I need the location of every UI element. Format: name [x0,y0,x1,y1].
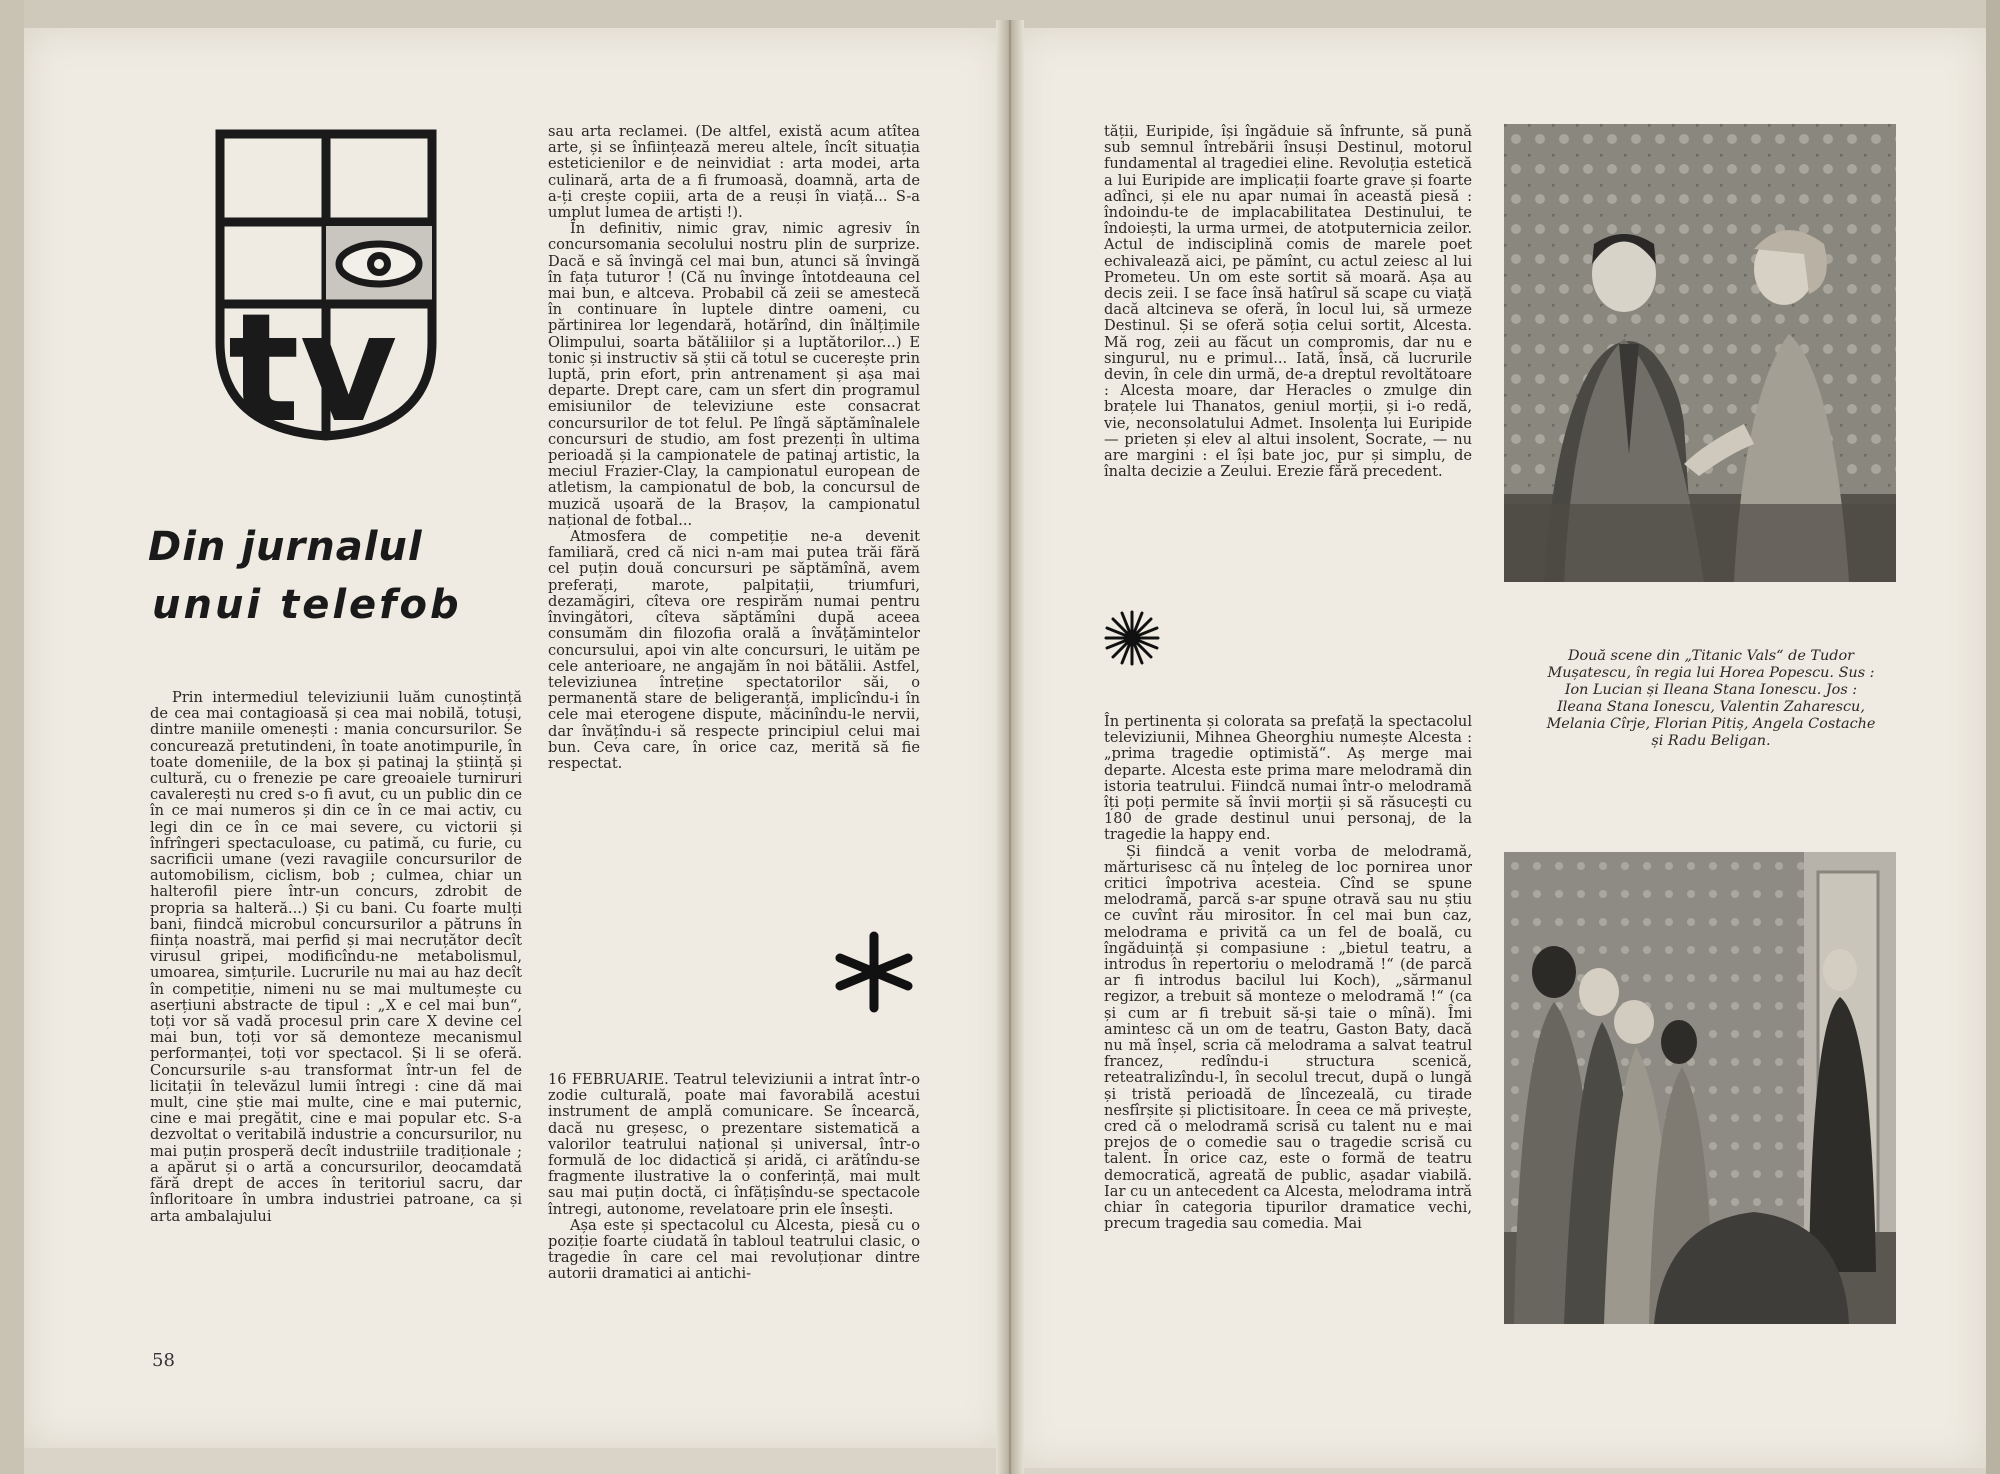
paragraph: În definitiv, nimic grav, nimic agresiv în concursomania secolului nostru plin de surprize. Dacă e să învingă cel mai bun, atunci să învingă în fața tuturor ! (Că nu învinge întotdeauna cel mai bun, e altceva. Probabil că zeii se amestecă în continuare în luptele dintre oameni, cu părtinirea lor legendară, hotărînd, din înălțimile Olimpului, soarta bătăliilor și a luptătorilor...) E tonic și instructiv să știi că totul se cucerește prin luptă, prin efort, prin antrenament și așa mai departe. Drept care, cam un sfert din programul emisiunilor de televiziune este consacrat concursurilor de tot felul. Pe lîngă săptămînalele concursuri de studio, am fost prezenți în ultima perioadă și la campionatele de patinaj artistic, la meciul Frazier-Clay, la campionatul european de atletism, la campionatul de bob, la concursul de muzică ușoară de la Brașov, la campionatul național de fotbal... [548,220,920,529]
book-binding-left [0,0,24,1474]
photo-caption: Două scene din „Titanic Vals“ de Tudor Mușatescu, în regia lui Horea Popescu. Sus : Ion Lucian și Ileana Stana Ionescu. Jos : Ileana Stana Ionescu, Valentin Zaharescu, Melania Cîrje, Florian Pitiș, Angela Costache și Radu Beligan. [1546,648,1876,749]
photo-scene-top [1504,124,1896,582]
article-title [148,518,462,634]
title-line-1: Din jurnalul [148,524,423,570]
logo-text: tv [228,282,398,442]
paragraph: sau arta reclamei. (De altfel, există acum atîtea arte, și se înființează mereu altele, încît situația esteticienilor e de neinvidiat : arta modei, arta culinară, arta de a fi frumoasă, doamnă, arta de a-ți crește copiii, arta de a reuși în viață... S-a umplut lumea de artiști !). [548,123,920,222]
photo-scene-bottom [1504,852,1896,1324]
column-2-bottom [548,1072,920,1283]
paragraph: În pertinenta și colorata sa prefață la spectacolul televiziunii, Mihnea Gheorghiu numește Alcesta : „prima tragedie optimistă“. Aș merge mai departe. Alcesta este prima mare melodramă din istoria teatrului. Fiindcă numai într-o melodramă îți poți permite să învii morții și să răsucești cu 180 de grade destinul unui personaj, de la tragedie la happy end. [1104,713,1472,844]
paragraph: Atmosfera de competiție ne-a devenit familiară, cred că nici n-am mai putea trăi fără cel puțin două concursuri pe săptămînă, avem preferați, marote, palpitații, triumfuri, dezamăgiri, cîteva ore respirăm numai pentru învingători, cîteva săptămîni după aceea consumăm din filozofia orală a învățămintelor concursului, apoi vin alte concursuri, le uităm pe cele anterioare, ne angajăm în noi bătălii. Astfel, televiziunea întreține spectatorilor săi, o permanentă stare de beligeranță, implicîndu-i în cele mai eterogene dispute, măcinîndu-le nervii, dar învățîndu-i să respecte principiul celui mai bun. Ceva care, în orice caz, merită să fie respectat. [548,528,920,772]
paragraph: Așa este și spectacolul cu Alcesta, piesă cu o poziție foarte ciudată în tabloul teatrului clasic, o tragedie în care cel mai revoluționar dintre autorii dramatici ai antichi- [548,1216,920,1283]
tv-logo [214,128,438,442]
paragraph: 16 FEBRUARIE. Teatrul televiziunii a intrat într-o zodie culturală, poate mai favorabilă acestui instrument de amplă comunicare. Se încearcă, dacă nu greșesc, o prezentare sistematică a valorilor teatrului național și universal, într-o formulă de loc didactică și aridă, ci arătîndu-se fragmente ilustrative la o conferință, mai mult sau mai puțin doctă, ci înfățișîndu-se spectacole întregi, autonome, revelatoare prin ele însești. [548,1071,920,1218]
page-number: 58 [152,1350,175,1371]
book-binding-right [1986,0,2000,1474]
paragraph: Și fiindcă a venit vorba de melodramă, mărturisesc că nu înțeleg de loc pornirea unor critici împotriva acesteia. Cînd se spune melodramă, parcă s-ar spune otravă sau nu știu ce cuvînt rău mirositor. În cel mai bun caz, melodrama e privită ca un fel de boală, cu îngăduință și compasiune : „bietul teatru, a introdus în repertoriu o melodramă !“ (de parcă ar fi introdus bacilul lui Koch), „sărmanul regizor, a trebuit să monteze o melodramă !“ (ca și cum ar fi trebuit să-și taie o mînă). Îmi amintesc că un om de teatru, Gaston Baty, dacă nu mă înșel, scria că melodrama a salvat teatrul francez, redîndu-i structura scenică, reteatralizîndu-l, în secolul trecut, după o lungă și tristă perioadă de lîncezeală, cu tirade nesfîrșite și plictisitoare. În ceea ce mă privește, cred că o melodramă scrisă cu talent nu e mai prejos de o comedie sau o tragedie scrisă cu talent. În orice caz, este o formă de teatru democratică, agreată de public, așadar viabilă. Iar cu un antecedent ca Alcesta, melodrama intră chiar în categoria tipurilor dramatice vechi, precum tragedia sau comedia. Mai [1104,842,1472,1233]
sun-ornament-icon [1104,610,1160,666]
asterisk-ornament-icon [832,930,916,1014]
book-gutter [996,20,1024,1474]
paragraph: tății, Euripide, își îngăduie să înfrunte, să pună sub semnul întrebării însuși Destinul, motorul fundamental al tragediei eline. Revoluția estetică a lui Euripide are implicații foarte grave și foarte adînci, și ele nu apar numai în această piesă : îndoindu-te de implacabilitatea Destinului, te îndoiești, la urma urmei, de atotputernicia zeilor. Actul de indisciplină comis de marele poet echivalează aici, pe pămînt, cu actul zeiesc al lui Prometeu. Un om este sortit să moară. Așa au decis zeii. I se face însă hatîrul să scape cu viață dacă altcineva se oferă, în locul lui, să urmeze Destinul. Și se oferă soția celui sortit, Alcesta. Mă rog, zeii au făcut un compromis, dar nu e singurul, nu e primul... Iată, însă, că lucrurile devin, în cele din urmă, de-a dreptul revoltătoare : Alcesta moare, dar Heracles o zmulge din brațele lui Thanatos, geniul morții, și i-o redă, vie, neconsolatului Admet. Insolența lui Euripide — prieten și elev al altui insolent, Socrate, — nu are margini : el își bate joc, pur și simplu, de înalta decizie a Zeului. Erezie fără precedent. [1104,123,1472,481]
column-3-bottom [1104,714,1472,1233]
title-line-2: unui telefob [152,582,462,628]
paragraph: Prin intermediul televiziunii luăm cunoștință de cea mai contagioasă și cea mai nobilă, totuși, dintre maniile omenești : mania concursurilor. Se concurează pretutindeni, în toate anotimpurile, în toate domeniile, de la box și patinaj la știință și cultură, cu o frenezie pe care greoaiele turniruri cavalerești nu cred s-o fi avut, cu un public din ce în ce mai numeros și din ce în ce mai activ, cu legi din ce în ce mai severe, cu victorii și înfrîngeri spectaculoase, cu patimă, cu furie, cu sacrificii umane (vezi ravagiile concursurilor de automobilism, ciclism, bob ; culmea, chiar un halterofil piere într-un concurs, zdrobit de propria sa halteră...) Și cu bani. Cu foarte mulți bani, fiindcă microbul concursurilor a pătruns în ființa noastră, mai perfid și mai necruțător decît virusul gripei, modificîndu-ne metabolismul, umoarea, simțurile. Lucrurile nu mai au haz decît în competiție, nimeni nu se mai multumește cu aserțiuni abstracte de tipul : „X e cel mai bun“, toți vor să vadă procesul prin care X devine cel mai bun, toți vor să demonteze mecanismul performanței, toți vor spectacol. Și li se oferă. Concursurile s-au transformat într-un fel de licitații în televăzul lumii întregi : cine dă mai mult, cine știe mai multe, cine e mai puternic, cine e mai pregătit, cine e mai popular etc. S-a dezvoltat o veritabilă industrie a concursurilor, nu mai puțin prosperă decît industriile tradiționale ; a apărut și o artă a concursurilor, deocamdată fără drept de acces în teritoriul sacru, dar înfloritoare în umbra industriei patroane, ca și arta ambalajului [150,689,522,1225]
column-2-top [548,124,920,772]
column-3-top [1104,124,1472,480]
column-1 [150,690,522,1225]
